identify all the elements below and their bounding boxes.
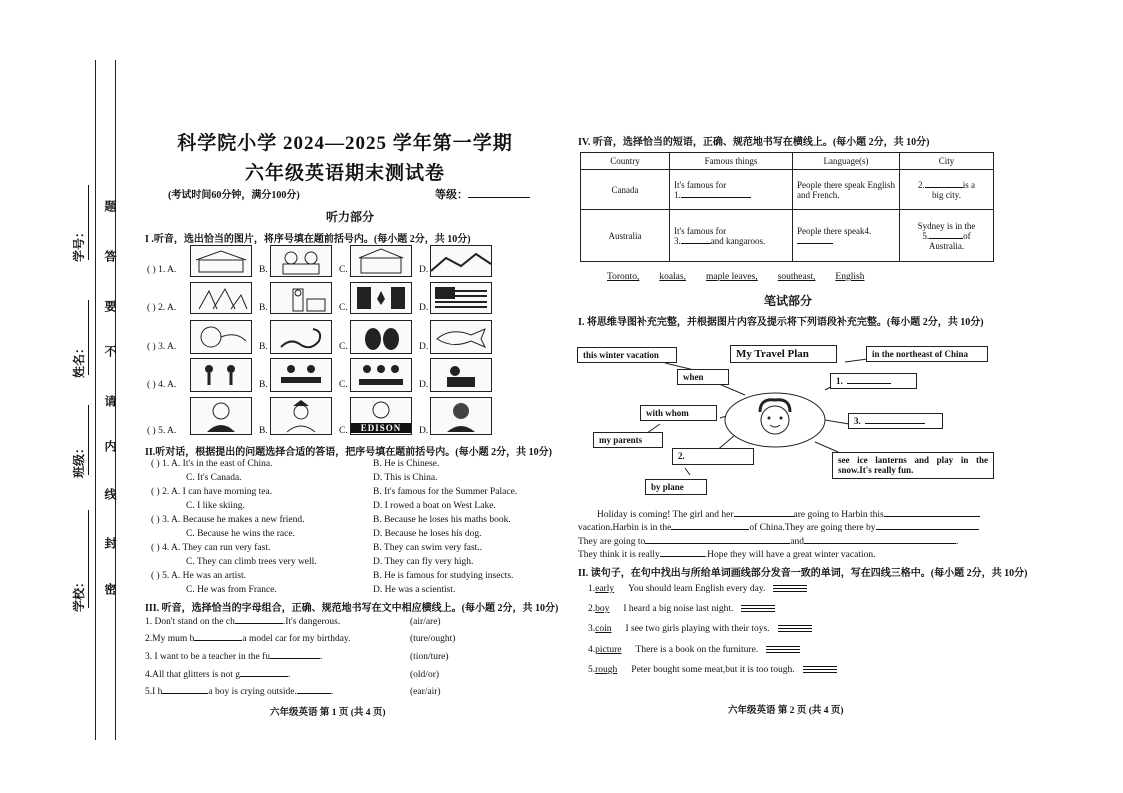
w2-num: 1. xyxy=(588,584,596,594)
option-d-label: D. xyxy=(419,342,429,352)
passage-text: and xyxy=(790,537,804,547)
word-bank-item: English xyxy=(835,272,865,282)
cell-text: 3. xyxy=(674,235,681,246)
p2-q4-b: B. They can swim very fast.. xyxy=(373,543,483,553)
option-c-label: C. xyxy=(339,303,348,313)
passage-text: . xyxy=(977,523,980,533)
p2-q1-c: C. It's Canada. xyxy=(186,473,242,483)
picture-portrait-writer[interactable] xyxy=(430,397,492,435)
option-d-label: D. xyxy=(419,426,429,436)
p3-item-text: . xyxy=(288,670,291,680)
option-b-label: B. xyxy=(259,265,268,275)
table-blank-4[interactable] xyxy=(797,243,833,244)
p2-q5-b: B. He is famous for studying insects. xyxy=(373,571,514,581)
table-header-country: Country xyxy=(581,153,670,170)
passage-text: They are going to xyxy=(578,537,646,547)
p3-item-text: 5.I h xyxy=(145,687,163,697)
picture-penguins[interactable] xyxy=(350,320,412,354)
picture-portrait-man[interactable] xyxy=(190,397,252,435)
page1-footer: 六年级英语 第 1 页 (共 4 页) xyxy=(270,708,386,718)
table-cell-city xyxy=(900,210,994,262)
p2-q5-a: ( ) 5. A. He was an artist. xyxy=(151,571,246,581)
w2-sentence: There is a book on the furniture. xyxy=(635,645,759,655)
word-bank xyxy=(607,272,864,282)
school-label: 学校： xyxy=(72,575,86,612)
p3-item-text: . xyxy=(330,687,334,697)
passage-blank[interactable] xyxy=(876,529,978,530)
cell-text: 5. xyxy=(922,230,930,241)
passage-blank[interactable] xyxy=(884,516,980,517)
p3-item-text: 2.My mum b xyxy=(145,634,195,644)
table-cell-famous xyxy=(670,170,793,210)
four-line-grid[interactable] xyxy=(773,584,807,593)
seal-char: 不 xyxy=(103,345,117,357)
mm-blank-label: 1. xyxy=(836,376,843,386)
p1-row-label: ( ) 1. A. xyxy=(147,265,177,275)
picture-snake[interactable] xyxy=(270,320,332,354)
picture-temple-figures[interactable] xyxy=(270,245,332,277)
four-line-grid[interactable] xyxy=(803,665,837,674)
table-blank-5[interactable] xyxy=(929,238,963,239)
seal-char: 密 xyxy=(103,583,117,595)
p2-q1-b: B. He is Chinese. xyxy=(373,459,440,469)
writing-header: 笔试部分 xyxy=(763,294,812,308)
cell-text: big city. xyxy=(932,189,961,200)
option-c-label: C. xyxy=(339,426,348,436)
picture-us-flag[interactable] xyxy=(430,282,492,314)
table-blank-1[interactable] xyxy=(681,197,751,198)
option-c-label: C. xyxy=(339,342,348,352)
picture-whale[interactable] xyxy=(430,320,492,354)
four-line-grid[interactable] xyxy=(741,604,775,613)
option-c-label: C. xyxy=(339,265,348,275)
w2-num: 5. xyxy=(588,665,596,675)
p2-q3-a: ( ) 3. A. Because he makes a new friend. xyxy=(151,515,305,525)
w2-num: 3. xyxy=(588,624,596,634)
picture-people-scene-a[interactable] xyxy=(190,358,252,392)
exam-title-line1: 科学院小学 2024—2025 学年第一学期 xyxy=(177,133,513,154)
student-id-blank[interactable] xyxy=(88,185,89,260)
p1-row-label: ( ) 5. A. xyxy=(147,426,177,436)
passage-text: .Hope they will have a great winter vacation. xyxy=(704,550,876,560)
name-label: 姓名： xyxy=(72,341,86,378)
p2-q5-c: C. He was from France. xyxy=(186,585,277,595)
mm-blank-3[interactable] xyxy=(865,423,925,424)
w2-sentence: I heard a big noise last night. xyxy=(623,604,734,614)
picture-big-ben[interactable] xyxy=(270,282,332,314)
mm-blank-1[interactable] xyxy=(847,383,891,384)
word-bank-item: Toronto, xyxy=(607,272,640,282)
passage-text: . xyxy=(956,537,959,547)
w2-word: rough xyxy=(595,665,618,675)
table-blank-3[interactable] xyxy=(681,243,711,244)
table-cell-language: People there speak English and French. xyxy=(793,170,900,210)
picture-palace[interactable] xyxy=(350,245,412,277)
picture-people-scene-d[interactable] xyxy=(430,358,492,392)
class-label: 班级： xyxy=(72,441,86,478)
p3-blank[interactable] xyxy=(240,676,288,677)
cell-text: 2. xyxy=(918,179,925,190)
binding-line-outer xyxy=(95,60,96,740)
p3-option: (old/or) xyxy=(410,670,440,680)
p2-q4-a: ( ) 4. A. They can run very fast. xyxy=(151,543,271,553)
p3-option: (air/are) xyxy=(410,617,441,627)
cell-text: and kangaroos. xyxy=(710,235,766,246)
p3-blank[interactable] xyxy=(162,693,208,694)
p3-item-text: 1. Don't stand on the ch xyxy=(145,617,235,627)
mm-node-northeast: in the northeast of China xyxy=(866,346,988,362)
page2-footer: 六年级英语 第 2 页 (共 4 页) xyxy=(728,706,844,716)
part1-title: I .听音，选出恰当的图片，将序号填在题前括号内。(每小题 2分，共 10分) xyxy=(145,234,471,245)
mm-node-byplane: by plane xyxy=(645,479,707,495)
table-header-language: Language(s) xyxy=(793,153,900,170)
passage-blank[interactable] xyxy=(734,516,794,517)
table-header-famous: Famous things xyxy=(670,153,793,170)
picture-people-scene-b[interactable] xyxy=(270,358,332,392)
listening-header: 听力部分 xyxy=(325,210,374,224)
p2-q3-d: D. Because he loses his dog. xyxy=(373,529,482,539)
p2-q5-d: D. He was a scientist. xyxy=(373,585,456,595)
name-blank[interactable] xyxy=(88,300,89,375)
seal-char: 内 xyxy=(103,440,117,452)
w2-num: 2. xyxy=(588,604,596,614)
p2-q2-a: ( ) 2. A. I can have morning tea. xyxy=(151,487,273,497)
cell-text: 1. xyxy=(674,189,681,200)
part-w1-title: I. 将思维导图补充完整，并根据图片内容及提示将下列语段补充完整。(每小题 2分，共 10分) xyxy=(578,317,984,328)
p3-blank[interactable] xyxy=(235,623,283,624)
w2-sentence: Peter bought some meat,but it is too tough. xyxy=(631,665,795,675)
p2-q1-d: D. This is China. xyxy=(373,473,438,483)
p1-row-label: ( ) 2. A. xyxy=(147,303,177,313)
passage-blank[interactable] xyxy=(660,556,705,557)
word-bank-item: maple leaves, xyxy=(705,272,758,282)
cell-text: People there speak4. xyxy=(797,225,872,236)
picture-sydney-opera-house[interactable] xyxy=(190,282,252,314)
passage-text: Holiday is coming! The girl and her xyxy=(597,510,734,520)
option-c-label: C. xyxy=(339,380,348,390)
option-b-label: B. xyxy=(259,380,268,390)
p3-option: (tion/ture) xyxy=(410,652,449,662)
p2-q3-c: C. Because he wins the race. xyxy=(186,529,295,539)
mm-node-parents: my parents xyxy=(593,432,663,448)
seal-char: 要 xyxy=(103,300,117,312)
p2-q2-b: B. It's famous for the Summer Palace. xyxy=(373,487,518,497)
mm-node-when: when xyxy=(677,369,729,385)
travel-table xyxy=(580,152,994,262)
option-b-label: B. xyxy=(259,303,268,313)
cell-text: Sydney is in the xyxy=(917,220,976,231)
picture-edison[interactable] xyxy=(350,397,412,435)
passage-text: vacation.Harbin is in the xyxy=(578,523,672,533)
mm-node-withwhom: with whom xyxy=(640,405,717,421)
part4-title: IV. 听音，选择恰当的短语，正确、规范地书写在横线上。(每小题 2分，共 10分) xyxy=(578,137,930,148)
passage-text: of China.They are going there by xyxy=(749,523,876,533)
grade-blank[interactable] xyxy=(468,197,530,198)
w2-sentence: You should learn English every day. xyxy=(628,584,766,594)
picture-lion[interactable] xyxy=(190,320,252,354)
option-d-label: D. xyxy=(419,380,429,390)
w2-word: early xyxy=(595,584,615,594)
p3-item-text: a boy is crying outside. xyxy=(208,687,297,697)
p2-q4-c: C. They can climb trees very well. xyxy=(186,557,317,567)
table-cell-country: Australia xyxy=(581,210,670,262)
passage-text: are going to Harbin this xyxy=(793,510,884,520)
mm-node-lanterns: see ice lanterns and play in the snow.It's really fun. xyxy=(832,452,994,479)
part3-title: III. 听音，选择恰当的字母组合，正确、规范地书写在文中相应横线上。(每小题 2分，共 10分) xyxy=(145,603,559,614)
w2-word: boy xyxy=(595,604,610,614)
p2-q2-d: D. I rowed a boat on West Lake. xyxy=(373,501,496,511)
passage-text: They think it is really xyxy=(578,550,660,560)
cell-text: It's famous for xyxy=(674,225,727,236)
student-id-label: 学号： xyxy=(72,225,86,262)
p3-blank[interactable] xyxy=(194,640,242,641)
exam-title-line2: 六年级英语期末测试卷 xyxy=(244,163,445,184)
p3-item-text: .It's dangerous. xyxy=(282,617,341,627)
p3-item-text: . xyxy=(320,652,323,662)
p1-row-label: ( ) 4. A. xyxy=(147,380,177,390)
mm-blank-label: 2. xyxy=(678,451,685,461)
passage-blank[interactable] xyxy=(804,543,956,544)
p2-q4-d: D. They can fly very high. xyxy=(373,557,474,567)
p3-item-text: 3. I want to be a teacher in the fu xyxy=(145,652,271,662)
seal-char: 请 xyxy=(103,395,117,407)
cell-text: It's famous for xyxy=(674,179,727,190)
w2-word: coin xyxy=(595,624,612,634)
p3-item-text: a model car for my birthday. xyxy=(242,634,351,644)
seal-char: 线 xyxy=(103,488,117,500)
mm-node-center: My Travel Plan xyxy=(730,345,837,363)
table-cell-language xyxy=(793,210,900,262)
picture-tiananmen[interactable] xyxy=(190,245,252,277)
table-cell-country: Canada xyxy=(581,170,670,210)
p1-row-label: ( ) 3. A. xyxy=(147,342,177,352)
edison-caption: EDISON xyxy=(351,423,411,433)
four-line-grid[interactable] xyxy=(778,624,812,633)
option-d-label: D. xyxy=(419,303,429,313)
p3-option: (ture/ought) xyxy=(410,634,456,644)
part-w2-title: II. 读句子，在句中找出与所给单词画线部分发音一致的单词，写在四线三格中。(每小题 2分，共 10分) xyxy=(578,568,1028,579)
class-blank[interactable] xyxy=(88,405,89,475)
seal-char: 答 xyxy=(103,250,117,262)
p2-q2-c: C. I like skiing. xyxy=(186,501,245,511)
option-b-label: B. xyxy=(259,342,268,352)
option-b-label: B. xyxy=(259,426,268,436)
four-line-grid[interactable] xyxy=(766,645,800,654)
word-bank-item: koalas, xyxy=(659,272,686,282)
p2-q1-a: ( ) 1. A. It's in the east of China. xyxy=(151,459,273,469)
exam-info: (考试时间60分钟，满分100分) xyxy=(168,190,300,201)
table-cell-city xyxy=(900,170,994,210)
cell-text: is a xyxy=(962,179,975,190)
p3-option: (ear/air) xyxy=(410,687,441,697)
cell-text: of Australia. xyxy=(928,230,971,251)
table-cell-famous xyxy=(670,210,793,262)
passage-blank[interactable] xyxy=(671,529,749,530)
seal-char: 题 xyxy=(103,200,117,212)
p2-q3-b: B. Because he loses his maths book. xyxy=(373,515,511,525)
p3-item-text: 4.All that glitters is not g xyxy=(145,670,240,680)
mm-node-winter: this winter vacation xyxy=(577,347,677,363)
picture-great-wall[interactable] xyxy=(430,245,492,277)
picture-canada-flag[interactable] xyxy=(350,282,412,314)
picture-people-scene-c[interactable] xyxy=(350,358,412,392)
seal-char: 封 xyxy=(103,537,117,549)
w2-sentence: I see two girls playing with their toys. xyxy=(625,624,770,634)
option-d-label: D. xyxy=(419,265,429,275)
table-header-city: City xyxy=(900,153,994,170)
picture-portrait-ancient[interactable] xyxy=(270,397,332,435)
school-blank[interactable] xyxy=(88,510,89,608)
passage-blank[interactable] xyxy=(645,543,790,544)
w2-word: picture xyxy=(595,645,622,655)
w2-num: 4. xyxy=(588,645,596,655)
p3-blank[interactable] xyxy=(270,658,320,659)
part2-title: II.听对话，根据提出的问题选择合适的答语，把序号填在题前括号内。(每小题 2分，共 10分) xyxy=(145,447,552,458)
table-blank-2[interactable] xyxy=(925,187,963,188)
mm-blank-label: 3. xyxy=(854,416,861,426)
grade-label: 等级： xyxy=(435,189,468,201)
word-bank-item: southeast, xyxy=(777,272,816,282)
p3-blank[interactable] xyxy=(297,693,331,694)
